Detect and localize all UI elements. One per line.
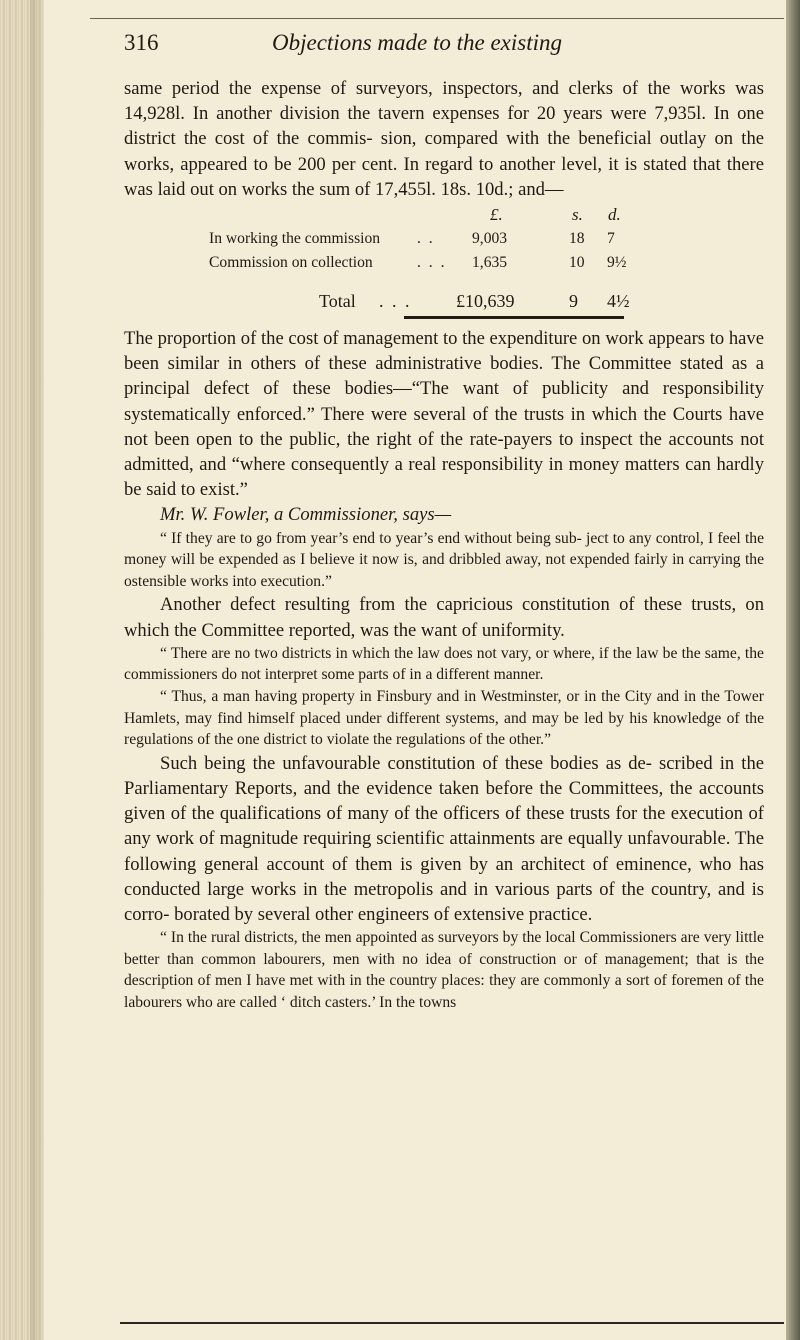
text-line: work of magnitude requiring scientific attainments are equally [155, 828, 623, 850]
attribution-line [124, 502, 764, 527]
ledger-label: Commission on collection [209, 254, 373, 272]
opening-paragraph [124, 76, 764, 202]
ledger-header [124, 204, 764, 226]
ledger-pence: 7 [607, 230, 615, 248]
pence-header: d. [608, 205, 621, 225]
text-line: “ In the rural districts, the men appointed as surveyors by the local [160, 929, 576, 947]
ledger-label: In working the commission [209, 230, 381, 248]
page-body [124, 76, 764, 1014]
text-line: different systems, and may be led by his knowledge of the regulations [124, 709, 764, 749]
body-paragraph [124, 751, 764, 927]
bottom-rule [120, 1322, 784, 1324]
text-line: “ If they are to go from year’s end to year’s end without being sub- [160, 529, 582, 547]
ledger-row [124, 252, 764, 274]
text-line: these trusts, on which the Committee reported, was the want of [124, 594, 764, 641]
pounds-header: £. [490, 205, 503, 225]
text-line: no idea of construction or of management; that is the description of [124, 950, 764, 990]
text-line: bodies—“The want of publicity and responsibility systematically [124, 378, 765, 425]
text-line: the works was 14,928l. In another division the tavern expenses [124, 78, 764, 125]
text-line: Another defect resulting from the capricious constitution of [160, 594, 635, 616]
text-line: in the City and in the Tower Hamlets, may find himself placed under [124, 688, 764, 727]
page-edge [786, 0, 800, 1340]
cost-ledger [124, 202, 764, 326]
text-line: Such being the unfavourable constitution of these bodies as de- [160, 752, 652, 774]
text-line: The proportion of the cost of management to the expenditure on [124, 328, 601, 350]
text-line: unfavourable. The following general account of them is given [124, 828, 764, 875]
text-line: “ There are no two districts in which the law does not vary, or where, [160, 644, 595, 662]
top-rule [90, 18, 784, 19]
block-quote [124, 528, 764, 593]
leader-dots: . . . [379, 291, 412, 312]
text-line: of many of the officers of these trusts for the execution of any [124, 803, 764, 850]
text-line: if the law be the same, the commissioners do not interpret some parts [124, 644, 764, 684]
text-line: of the one district to violate the regulations of the other.” [197, 731, 551, 749]
block-quote [124, 686, 764, 751]
book-gutter [0, 0, 44, 1340]
text-line: inspect the accounts not admitted, and “where consequently a [124, 428, 764, 476]
text-line: to be 200 per cent. In regard to another level, it is stated that [253, 153, 721, 175]
body-paragraph [124, 326, 764, 502]
text-line: sion, compared with the beneficial outlay on the works, appeared [124, 128, 764, 175]
text-line: have not been open to the public, the right of the rate-payers to [124, 403, 764, 450]
text-line: now is, and dribbled away, not expended fairly in carrying the ostensible [124, 551, 764, 590]
ledger-shillings: 10 [569, 254, 585, 272]
text-line: for 20 years were 7,935l. In one district the cost of the commis- [124, 103, 764, 150]
text-line: same period the expense of surveyors, inspectors, and clerks of [124, 78, 639, 99]
text-line: by an architect of eminence, who has conducted large works in [124, 853, 764, 900]
total-pounds: £10,639 [456, 291, 515, 312]
page-number: 316 [124, 30, 159, 55]
ledger-row [124, 228, 764, 250]
ledger-pounds: 1,635 [472, 254, 508, 272]
text-line: borated by several other engineers of extensive practice. [174, 904, 593, 926]
total-pence: 4½ [607, 291, 630, 312]
text-line: there was laid out on works the sum of 17,455l. 18s. 10d.; and— [124, 153, 764, 200]
shillings-header: s. [572, 205, 583, 225]
text-line: of in a different manner. [392, 666, 544, 684]
text-line: “ Thus, a man having property in Finsbury and in Westminster, or [160, 688, 580, 706]
total-label: Total [319, 291, 356, 312]
running-head: Objections made to the existing [272, 30, 562, 55]
text-line: men I have met with in the country places: they are commonly a sort [215, 972, 650, 990]
text-line: works into execution.” [190, 572, 332, 590]
text-line: enforced.” There were several of the trusts in which the Courts [236, 403, 723, 425]
text-line: scribed in the Parliamentary Reports, and the evidence taken [124, 752, 764, 799]
total-shillings: 9 [569, 291, 578, 312]
ledger-pounds: 9,003 [472, 230, 508, 248]
text-line: bodies. The Committee stated as a principal defect of these [124, 353, 764, 400]
body-paragraph [124, 592, 764, 642]
leader-dots: . . . [417, 254, 447, 272]
page-header [124, 30, 764, 60]
text-line: before the Committees, the accounts given of the qualifications [124, 778, 764, 825]
text-line: real responsibility in money matters can hardly be said to exist.” [124, 454, 764, 501]
ledger-total-row [124, 290, 764, 312]
total-underline [404, 316, 624, 319]
text-line: Commissioners are very little better than common labourers, men with [124, 929, 764, 968]
text-line: ject to any control, I feel the money will be expended as I believe it [124, 529, 765, 569]
ledger-pence: 9½ [607, 254, 627, 272]
text-line: the metropolis and in various parts of the country, and is corro- [124, 878, 764, 926]
leader-dots: . . [417, 230, 435, 248]
text-line: work appears to have been similar in others of these administrative [124, 328, 764, 375]
text-line: uniformity. [481, 619, 565, 641]
ledger-shillings: 18 [569, 230, 585, 248]
text-line: Mr. W. Fowler, a Commissioner, says— [160, 504, 452, 526]
text-line: of foremen of the labourers who are called ‘ ditch casters.’ In the towns [124, 972, 764, 1011]
block-quote [124, 927, 764, 1013]
block-quote [124, 643, 764, 686]
